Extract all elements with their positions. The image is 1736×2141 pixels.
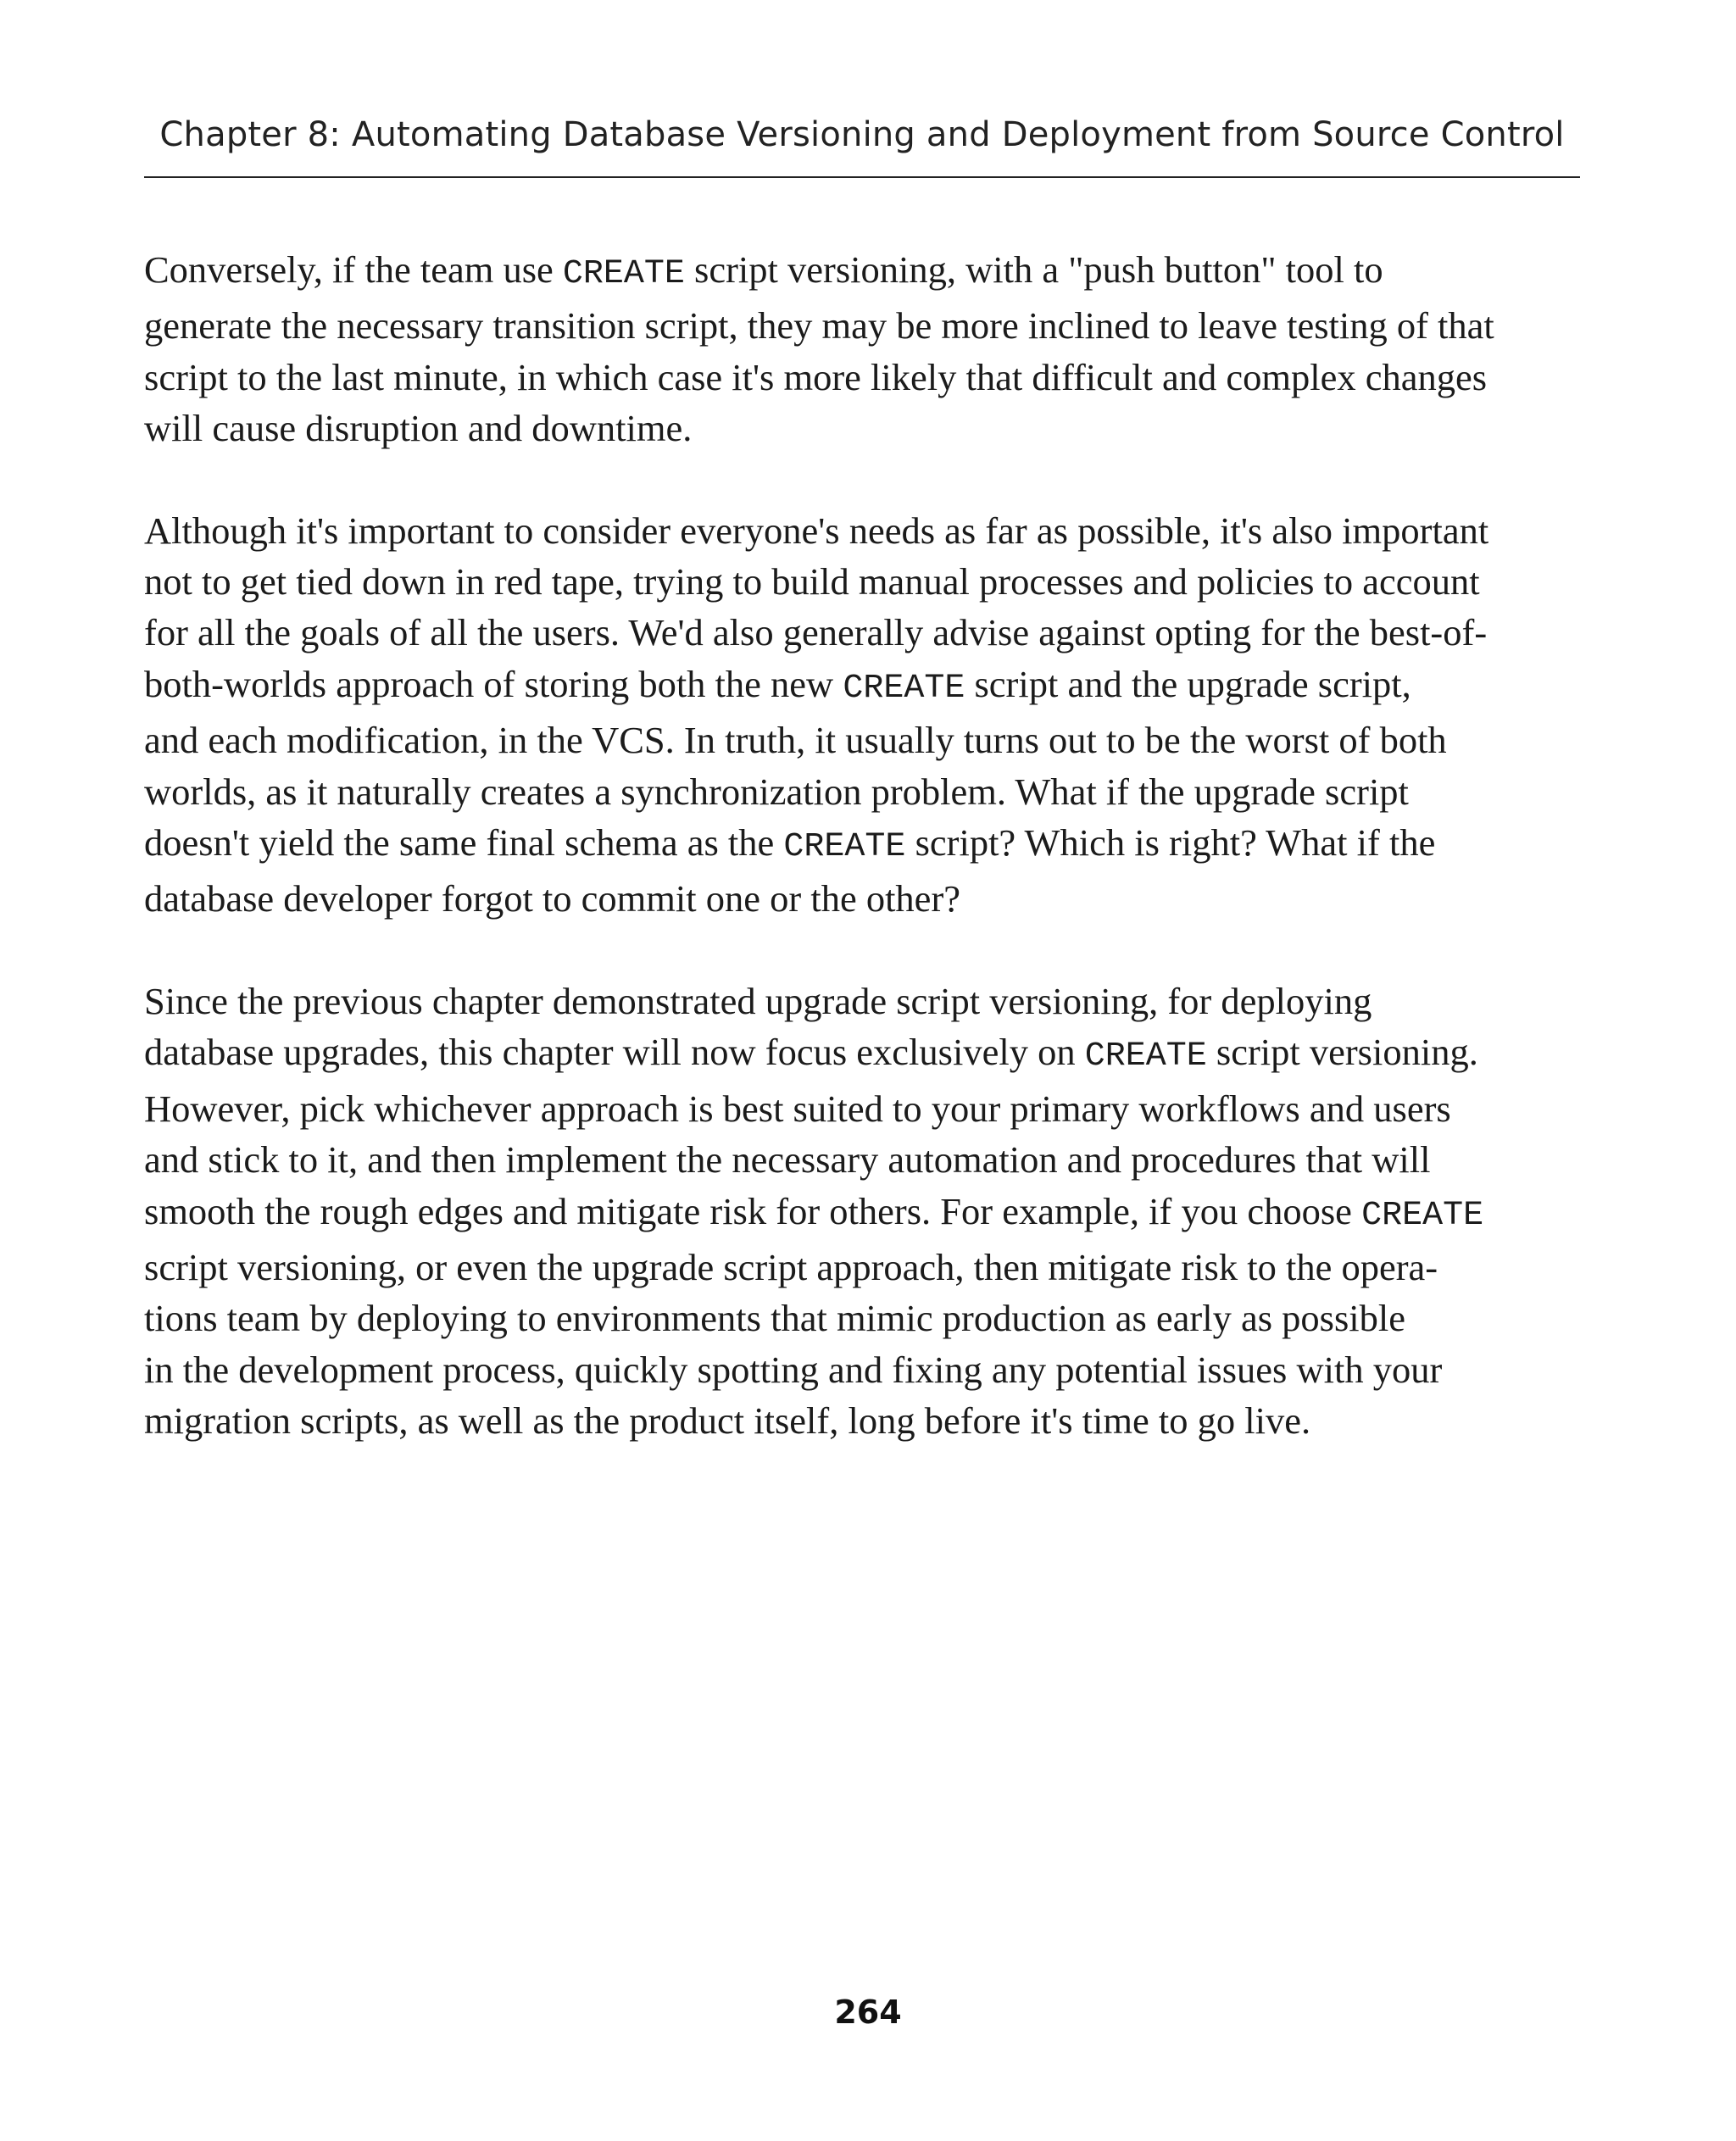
text-line: generate the necessary transition script, they may be more inclined to leave testing of that xyxy=(144,304,1494,348)
text-line: worlds, as it naturally creates a synchronization problem. What if the upgrade script xyxy=(144,770,1409,813)
text-line: smooth the rough edges and mitigate risk for others. For example, if you choose CREATE xyxy=(144,1189,1484,1235)
text-line: database developer forgot to commit one or the other? xyxy=(144,877,961,920)
text-line: Although it's important to consider everyone's needs as far as possible, it's also important xyxy=(144,509,1489,552)
running-header xyxy=(144,0,1580,178)
paragraph xyxy=(144,244,1585,454)
inline-code: CREATE xyxy=(843,669,965,708)
page-number: 264 xyxy=(834,1994,902,2031)
inline-code: CREATE xyxy=(562,255,685,293)
text-line: Since the previous chapter demonstrated upgrade script versioning, for deploying xyxy=(144,979,1372,1022)
inline-code: CREATE xyxy=(783,828,906,867)
text-line: in the development process, quickly spotting and fixing any potential issues with your xyxy=(144,1348,1443,1391)
text-line: and stick to it, and then implement the necessary automation and procedures that will xyxy=(144,1138,1431,1182)
text-line: not to get tied down in red tape, trying to build manual processes and policies to account xyxy=(144,560,1480,603)
text-line: script versioning, or even the upgrade script approach, then mitigate risk to the opera- xyxy=(144,1245,1438,1288)
body-text xyxy=(144,244,1585,1498)
paragraph xyxy=(144,976,1585,1447)
text-line: for all the goals of all the users. We'd also generally advise against opting for the best-of- xyxy=(144,611,1488,654)
text-line: database upgrades, this chapter will now focus exclusively on CREATE script versioning. xyxy=(144,1031,1478,1076)
text-line: However, pick whichever approach is best suited to your primary workflows and users xyxy=(144,1087,1451,1130)
text-line: Conversely, if the team use CREATE script versioning, with a "push button" tool to xyxy=(144,248,1383,293)
text-line: migration scripts, as well as the product itself, long before it's time to go live. xyxy=(144,1399,1311,1443)
inline-code: CREATE xyxy=(1361,1196,1484,1235)
text-line: doesn't yield the same final schema as the CREATE script? Which is right? What if the xyxy=(144,821,1436,867)
text-line: and each modification, in the VCS. In truth, it usually turns out to be the worst of both xyxy=(144,719,1447,762)
text-line: both-worlds approach of storing both the new CREATE script and the upgrade script, xyxy=(144,662,1411,708)
text-line: will cause disruption and downtime. xyxy=(144,407,693,450)
text-line: script to the last minute, in which case it's more likely that difficult and complex changes xyxy=(144,355,1488,398)
text-line: tions team by deploying to environments that mimic production as early as possible xyxy=(144,1297,1406,1340)
inline-code: CREATE xyxy=(1084,1037,1207,1076)
chapter-title: Chapter 8: Automating Database Versioning and Deployment from Source Control xyxy=(159,115,1565,154)
paragraph xyxy=(144,505,1585,925)
